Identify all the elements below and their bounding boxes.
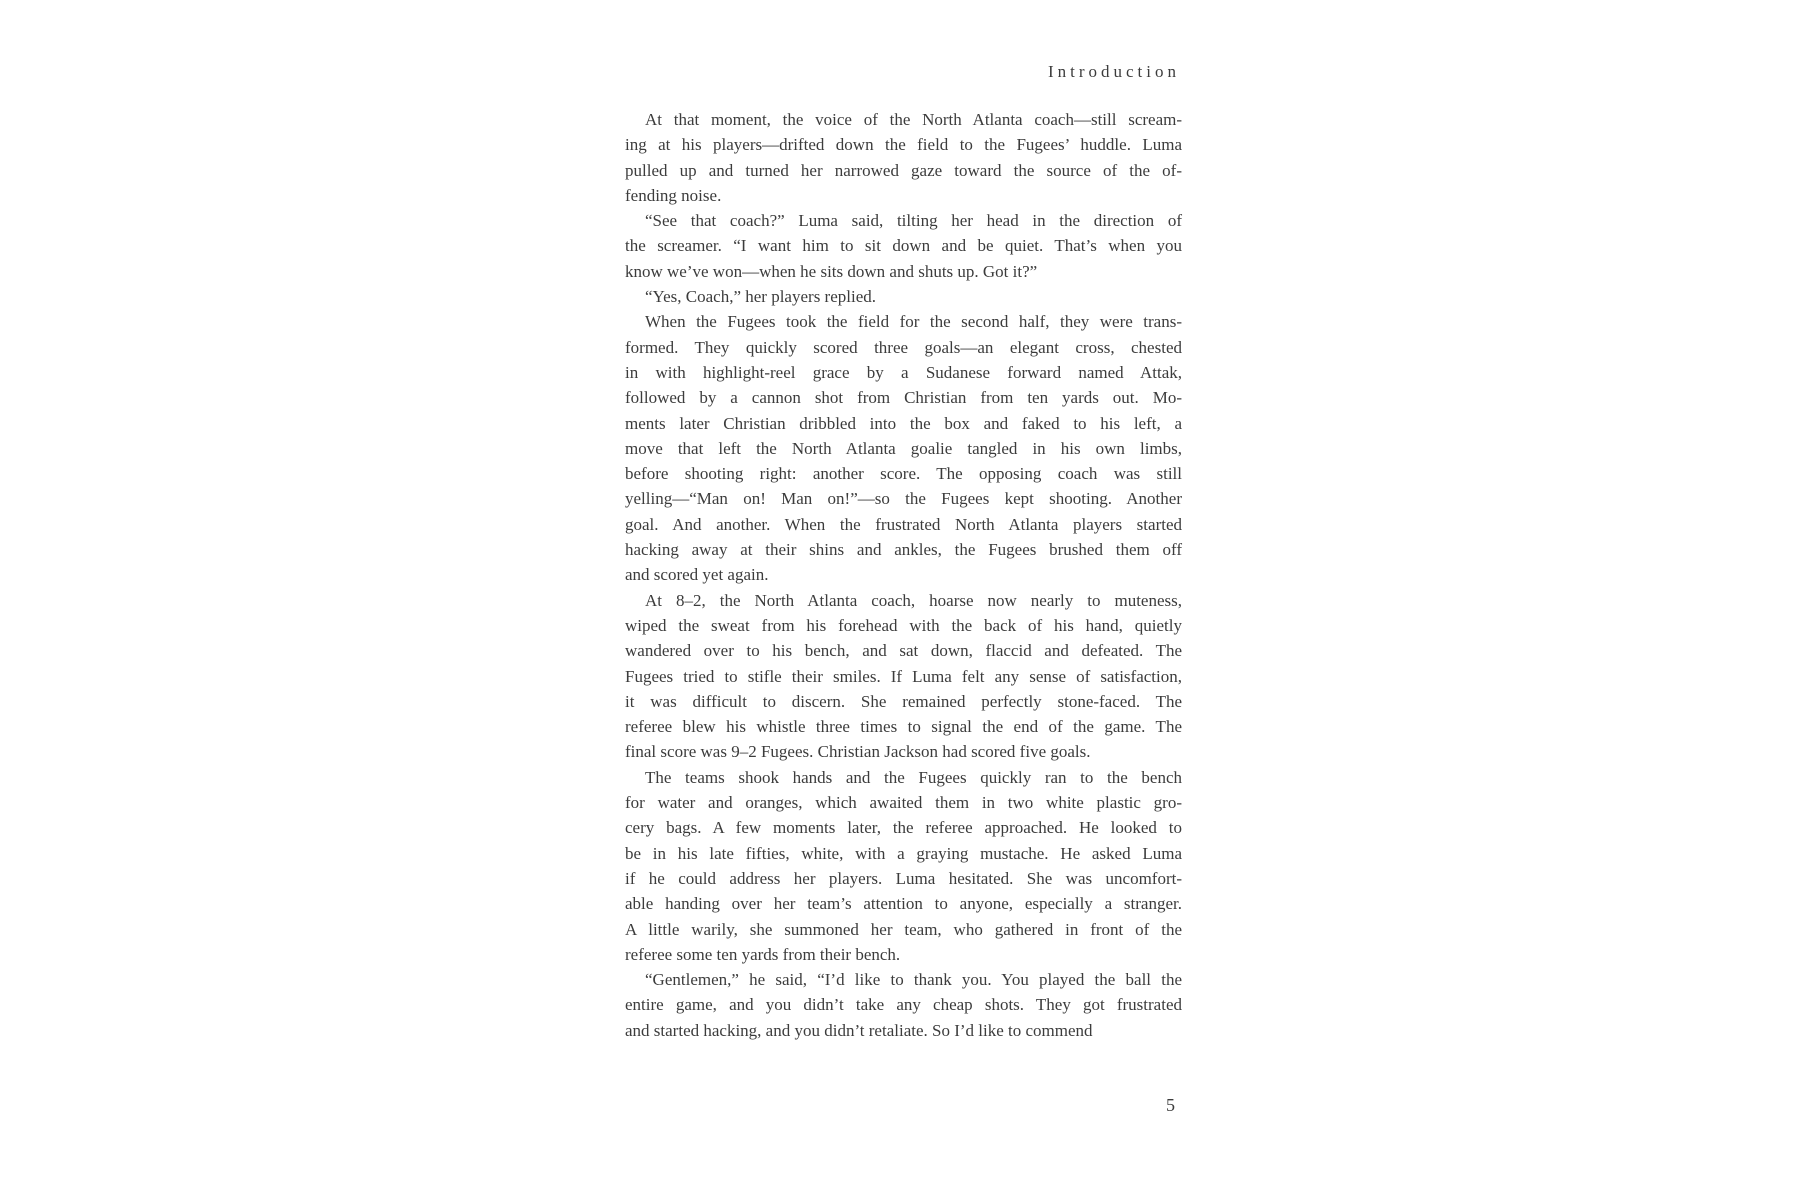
running-header: Introduction	[1047, 62, 1180, 81]
text-line: able handing over her team’s attention to anyone, especially a stranger.	[625, 894, 1182, 914]
text-line: referee some ten yards from their bench.	[625, 944, 901, 964]
text-line: wiped the sweat from his forehead with the back of his hand, quietly	[625, 615, 1182, 635]
text-line: “Yes, Coach,” her players replied.	[645, 287, 877, 307]
text-line: At 8–2, the North Atlanta coach, hoarse now nearly to muteness,	[645, 590, 1182, 610]
paragraph	[625, 284, 1182, 309]
text-line: entire game, and you didn’t take any cheap shots. They got frustrated	[625, 995, 1182, 1015]
text-line: and started hacking, and you didn’t retaliate. So I’d like to commend	[625, 1020, 1093, 1040]
text-line: ments later Christian dribbled into the box and faked to his left, a	[625, 413, 1182, 433]
paragraph	[625, 309, 1182, 587]
text-line: wandered over to his bench, and sat down, flaccid and defeated. The	[625, 641, 1182, 661]
text-line: yelling—“Man on! Man on!”—so the Fugees kept shooting. Another	[625, 489, 1182, 509]
paragraph	[625, 967, 1182, 1043]
text-line: pulled up and turned her narrowed gaze toward the source of the of-	[625, 160, 1182, 180]
page-body	[625, 107, 1182, 1043]
paragraph	[625, 765, 1182, 967]
text-line: and scored yet again.	[625, 565, 769, 585]
text-line: final score was 9–2 Fugees. Christian Jackson had scored five goals.	[625, 742, 1091, 762]
text-line: it was difficult to discern. She remained perfectly stone-faced. The	[625, 691, 1182, 711]
text-line: hacking away at their shins and ankles, the Fugees brushed them off	[625, 540, 1182, 560]
text-line: A little warily, she summoned her team, who gathered in front of the	[625, 919, 1182, 939]
paragraph	[625, 107, 1182, 208]
text-line: cery bags. A few moments later, the referee approached. He looked to	[625, 818, 1182, 838]
text-line: be in his late fifties, white, with a graying mustache. He asked Luma	[625, 843, 1182, 863]
text-line: The teams shook hands and the Fugees quickly ran to the bench	[645, 767, 1182, 787]
text-line: before shooting right: another score. The opposing coach was still	[625, 464, 1182, 484]
text-line: “Gentlemen,” he said, “I’d like to thank you. You played the ball the	[645, 970, 1182, 990]
text-line: for water and oranges, which awaited them in two white plastic gro-	[625, 793, 1182, 813]
paragraph	[625, 588, 1182, 765]
text-line: Fugees tried to stifle their smiles. If Luma felt any sense of satisfaction,	[625, 666, 1182, 686]
text-line: When the Fugees took the field for the second half, they were trans-	[645, 312, 1182, 332]
text-line: if he could address her players. Luma hesitated. She was uncomfort-	[625, 868, 1182, 888]
text-line: goal. And another. When the frustrated North Atlanta players started	[625, 514, 1182, 534]
text-line: At that moment, the voice of the North Atlanta coach—still scream-	[645, 110, 1182, 129]
text-line: in with highlight-reel grace by a Sudanese forward named Attak,	[625, 362, 1182, 382]
text-line: “See that coach?” Luma said, tilting her head in the direction of	[645, 211, 1182, 231]
text-column	[625, 62, 1182, 1043]
text-line: fending noise.	[625, 185, 722, 205]
text-line: followed by a cannon shot from Christian from ten yards out. Mo-	[625, 388, 1182, 408]
text-line: know we’ve won—when he sits down and shuts up. Got it?”	[625, 261, 1038, 281]
text-line: referee blew his whistle three times to signal the end of the game. The	[625, 717, 1182, 737]
text-line: move that left the North Atlanta goalie tangled in his own limbs,	[625, 438, 1182, 458]
text-line: the screamer. “I want him to sit down and be quiet. That’s when you	[625, 236, 1182, 256]
paragraph	[625, 208, 1182, 284]
page-number: 5	[1166, 1095, 1175, 1115]
text-line: ing at his players—drifted down the field to the Fugees’ huddle. Luma	[625, 135, 1182, 155]
text-line: formed. They quickly scored three goals—an elegant cross, chested	[625, 337, 1182, 357]
